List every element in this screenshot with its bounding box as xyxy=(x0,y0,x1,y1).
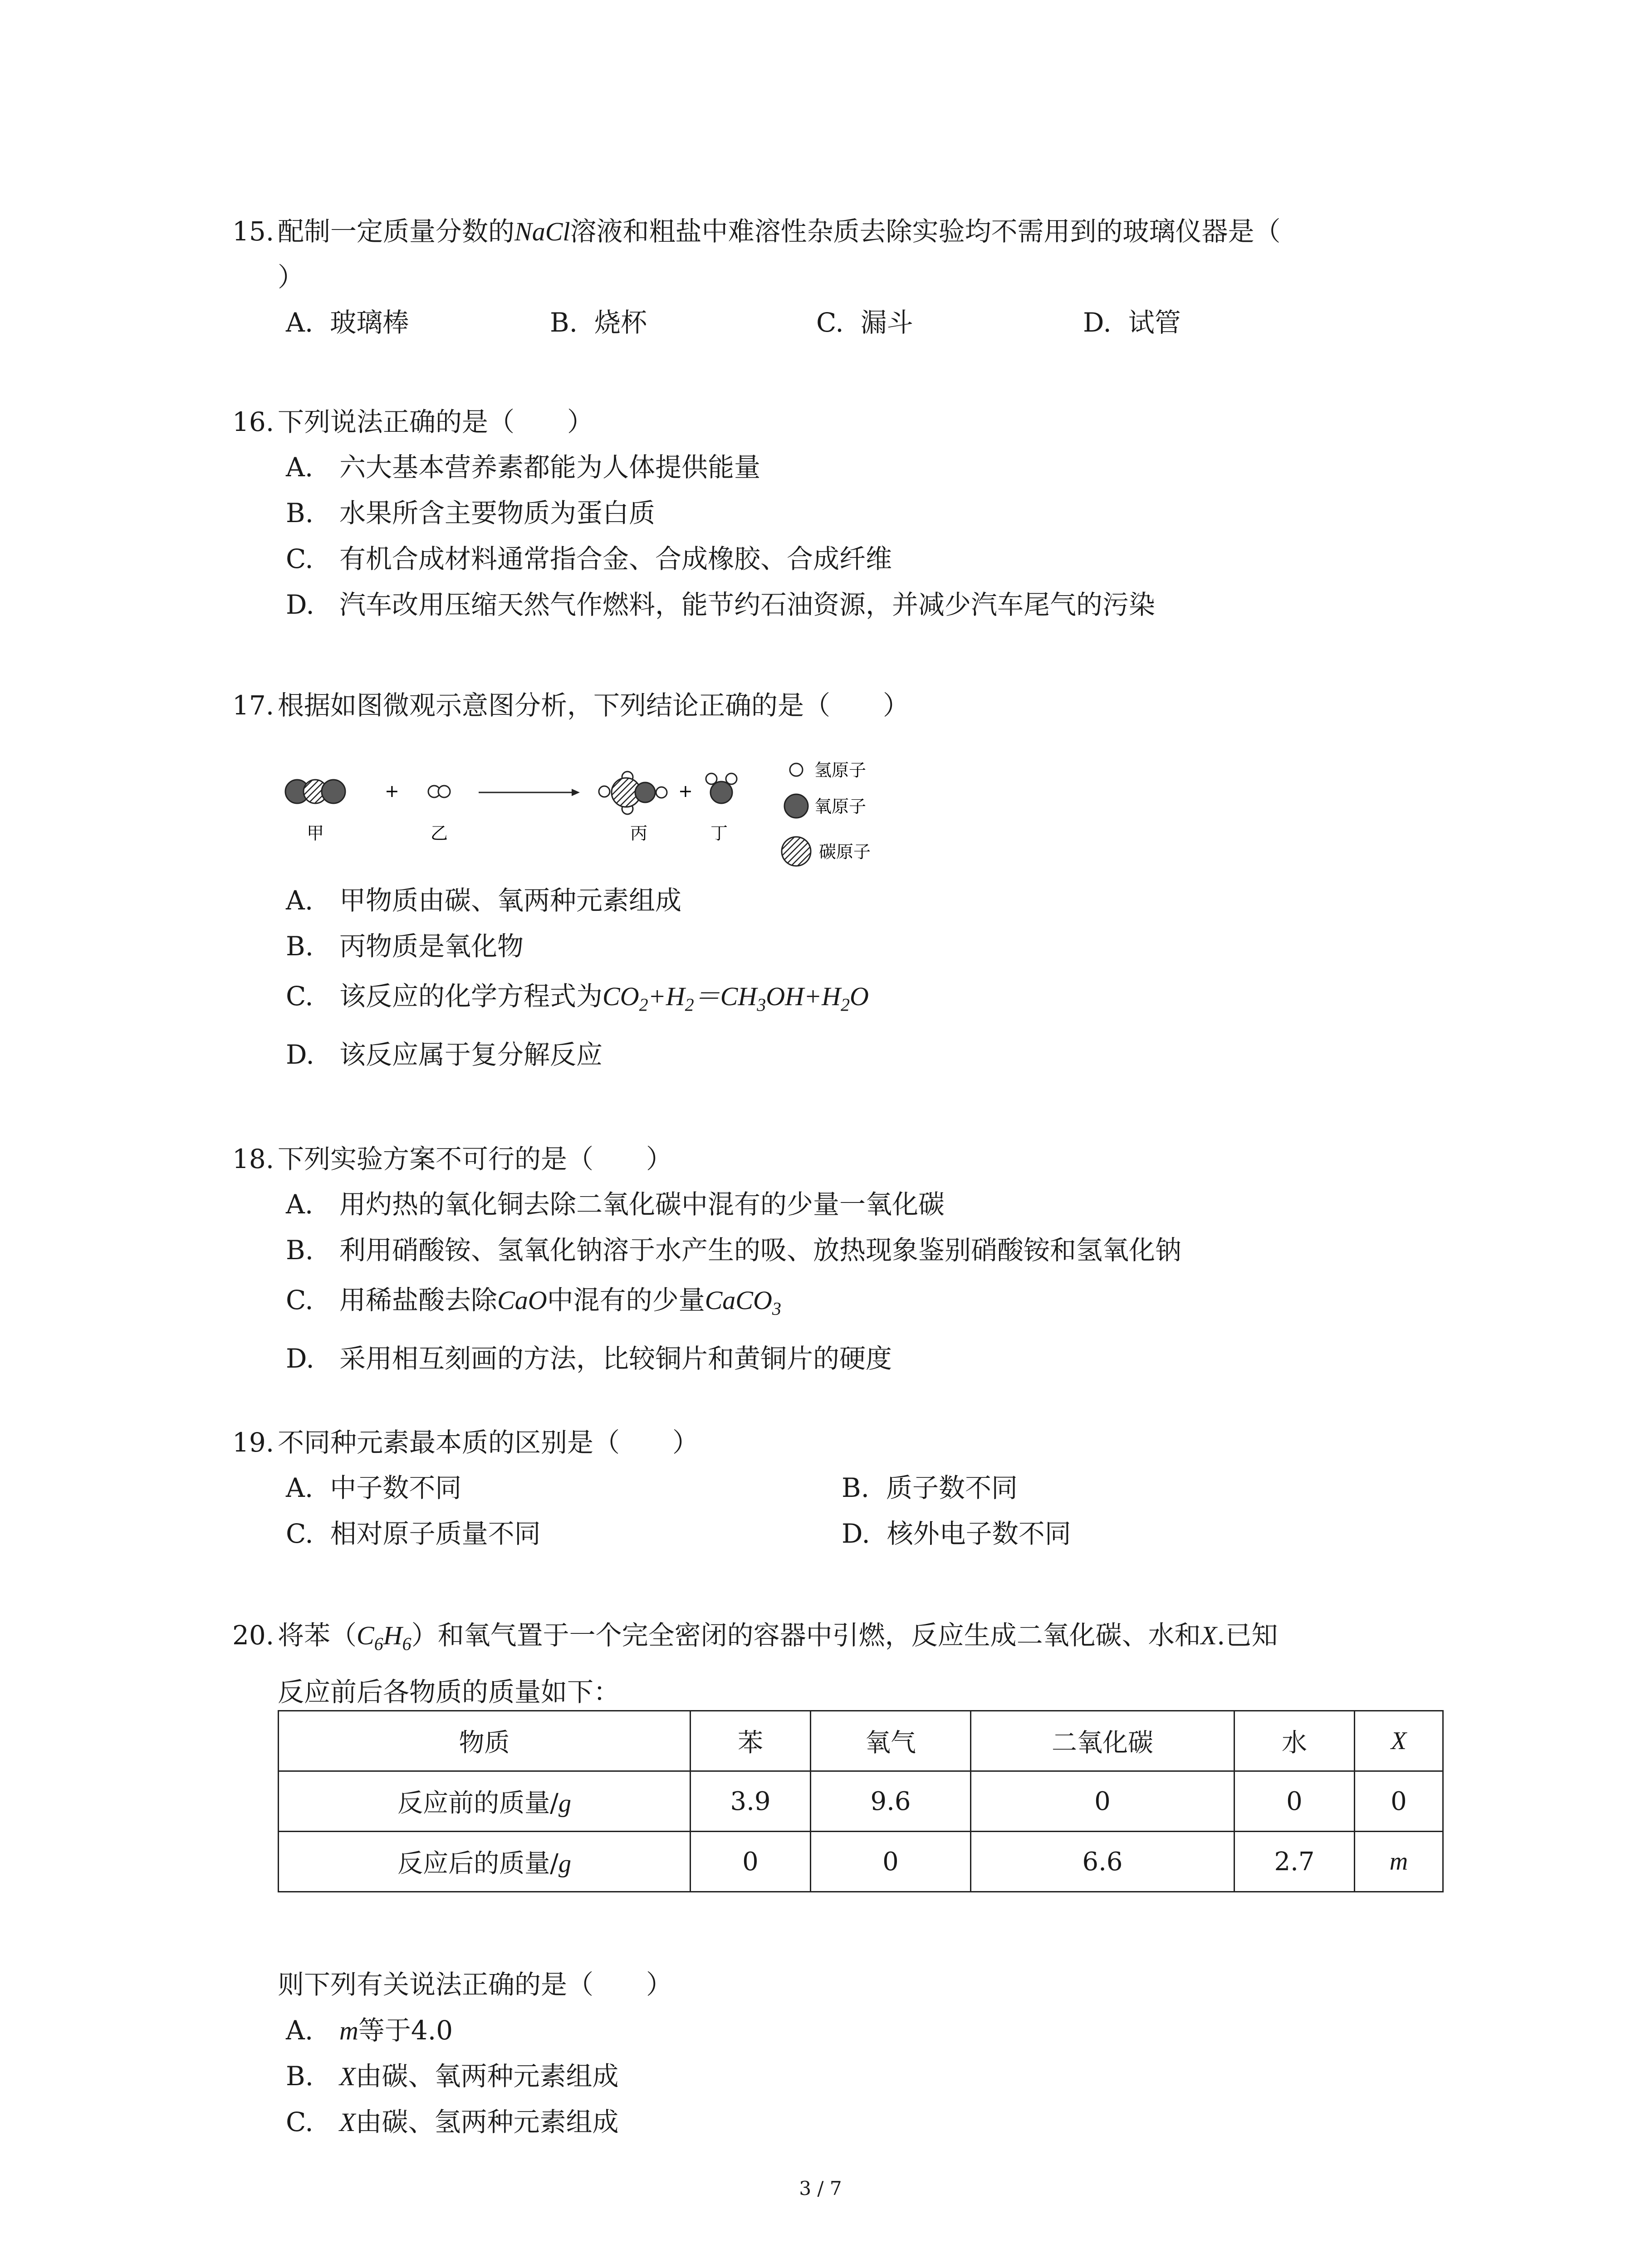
table-cell: 0 xyxy=(1355,1771,1443,1832)
stem-continuation: 反应前后各物质的质量如下： xyxy=(278,1676,620,1707)
question-20 xyxy=(232,1610,1457,1715)
table-row xyxy=(279,1771,1443,1832)
option-a: A. 用灼热的氧化铜去除二氧化碳中混有的少量一氧化碳 xyxy=(286,1189,945,1220)
legend-carbon: 碳原子 xyxy=(819,842,871,862)
label-bing: 丙 xyxy=(630,823,648,843)
mass-table xyxy=(278,1710,1444,1892)
table-cell: 3.9 xyxy=(691,1771,811,1832)
stem-continuation: ） xyxy=(278,262,304,293)
table-header-cell: 物质 xyxy=(279,1711,691,1771)
question-number: 15. xyxy=(232,216,274,247)
question-16 xyxy=(232,399,1457,628)
question-stem xyxy=(232,399,1457,445)
table-header-cell: 苯 xyxy=(691,1711,811,1771)
table-cell: 6.6 xyxy=(971,1832,1234,1892)
option-d: D. 该反应属于复分解反应 xyxy=(286,1039,603,1070)
option-b: B. 利用硝酸铵、氢氧化钠溶于水产生的吸、放热现象鉴别硝酸铵和氢氧化钠 xyxy=(286,1235,1182,1266)
question-number: 18. xyxy=(232,1144,274,1174)
table-cell: m xyxy=(1355,1832,1443,1892)
table-row-label: 反应前的质量/g xyxy=(279,1771,691,1832)
table-row-label: 反应后的质量/g xyxy=(279,1832,691,1892)
chem-formula: CaO xyxy=(497,1286,547,1315)
option-c: C. X由碳、氢两种元素组成 xyxy=(286,2107,619,2137)
chemical-equation: $CO_2+H_2=CH_3OH+H_2O$ xyxy=(603,981,869,1015)
label-jia: 甲 xyxy=(306,823,324,843)
option-d: D. 试管 xyxy=(1083,307,1181,338)
table-header-cell: X xyxy=(1355,1711,1443,1771)
reaction-arrow xyxy=(479,789,580,796)
option-a: A. 六大基本营养素都能为人体提供能量 xyxy=(286,452,761,483)
table-cell: 9.6 xyxy=(811,1771,971,1832)
table-header-row xyxy=(279,1711,1443,1771)
table-cell: 0 xyxy=(1234,1771,1355,1832)
molecule-ding xyxy=(706,773,737,803)
question-19 xyxy=(232,1420,1457,1557)
question-stem xyxy=(232,1136,1457,1182)
stem-text: 根据如图微观示意图分析，下列结论正确的是（ ） xyxy=(278,690,910,721)
stem-text: 下列说法正确的是（ ） xyxy=(278,406,594,437)
question-18 xyxy=(232,1136,1457,1382)
question-15 xyxy=(232,209,1457,345)
chem-formula: $C_6H_6$ xyxy=(357,1621,411,1654)
molecule-bing xyxy=(599,772,667,814)
question-stem xyxy=(232,1420,1457,1465)
option-a: A. m等于4.0 xyxy=(286,2015,453,2046)
legend xyxy=(782,760,871,866)
page-number: 3 / 7 xyxy=(799,2177,842,2200)
legend-hydrogen: 氢原子 xyxy=(814,760,867,780)
question-stem xyxy=(232,683,1457,728)
option-b: B. X由碳、氧两种元素组成 xyxy=(286,2061,619,2092)
table-cell: 0 xyxy=(811,1832,971,1892)
stem-text: 配制一定质量分数的 xyxy=(278,216,515,247)
table-row xyxy=(279,1832,1443,1892)
option-b: B. 丙物质是氧化物 xyxy=(286,931,524,962)
question-stem xyxy=(232,209,1457,254)
question-17-options xyxy=(232,878,1457,1078)
plus-sign: + xyxy=(678,781,693,801)
sub-stem: 则下列有关说法正确的是（ ） xyxy=(278,1969,673,2000)
stem-text: 不同种元素最本质的区别是（ ） xyxy=(278,1427,699,1458)
option-d: D. 核外电子数不同 xyxy=(842,1518,1071,1549)
chem-formula: NaCl xyxy=(514,217,570,246)
question-number: 19. xyxy=(232,1427,274,1458)
question-number: 20. xyxy=(232,1620,274,1651)
question-number: 16. xyxy=(232,406,274,437)
question-17 xyxy=(232,683,1457,728)
question-20-options xyxy=(232,1962,1457,2145)
option-b: B. 水果所含主要物质为蛋白质 xyxy=(286,498,656,528)
options-row xyxy=(232,1465,1457,1511)
option-c: C. 相对原子质量不同 xyxy=(286,1518,541,1549)
table-cell: 2.7 xyxy=(1234,1832,1355,1892)
options-row xyxy=(232,300,1457,345)
micro-reaction-diagram xyxy=(277,751,921,882)
table-header-cell: 水 xyxy=(1234,1711,1355,1771)
option-c: C. 用稀盐酸去除CaO中混有的少量CaCO$_3$ xyxy=(286,1285,781,1319)
legend-oxygen: 氧原子 xyxy=(814,797,867,816)
option-b: B. 烧杯 xyxy=(550,307,647,338)
table-header-cell: 二氧化碳 xyxy=(971,1711,1234,1771)
option-c: C. 该反应的化学方程式为$CO_2+H_2=CH_3OH+H_2O$ xyxy=(286,981,869,1015)
label-yi: 乙 xyxy=(430,823,448,843)
molecule-jia xyxy=(285,780,345,803)
table-cell: 0 xyxy=(971,1771,1234,1832)
option-d: D. 汽车改用压缩天然气作燃料，能节约石油资源，并减少汽车尾气的污染 xyxy=(286,589,1156,620)
option-a: A. 中子数不同 xyxy=(286,1472,462,1503)
option-a: A. 甲物质由碳、氧两种元素组成 xyxy=(286,885,682,916)
table-header-cell: 氧气 xyxy=(811,1711,971,1771)
option-d: D. 采用相互刻画的方法，比较铜片和黄铜片的硬度 xyxy=(286,1343,892,1374)
option-a: A. 玻璃棒 xyxy=(286,307,409,338)
molecule-yi xyxy=(428,786,450,797)
plus-sign: + xyxy=(385,781,399,801)
label-ding: 丁 xyxy=(710,823,728,843)
question-number: 17. xyxy=(232,690,274,721)
option-c: C. 漏斗 xyxy=(816,307,913,338)
question-stem: 20. 将苯$(C_6H_6)$和氧气置于一个完全密闭的容器中引燃，反应生成二氧化碳、水和X.已知 xyxy=(232,1610,1457,1669)
option-b: B. 质子数不同 xyxy=(842,1472,1018,1503)
table-cell: 0 xyxy=(691,1832,811,1892)
chem-formula: CaCO$_3$ xyxy=(705,1286,781,1319)
option-c: C. 有机合成材料通常指合金、合成橡胶、合成纤维 xyxy=(286,543,892,574)
options-row xyxy=(232,1511,1457,1557)
stem-text: 溶液和粗盐中难溶性杂质去除实验均不需用到的玻璃仪器是（ xyxy=(570,216,1281,247)
stem-text: 下列实验方案不可行的是（ ） xyxy=(278,1144,673,1174)
